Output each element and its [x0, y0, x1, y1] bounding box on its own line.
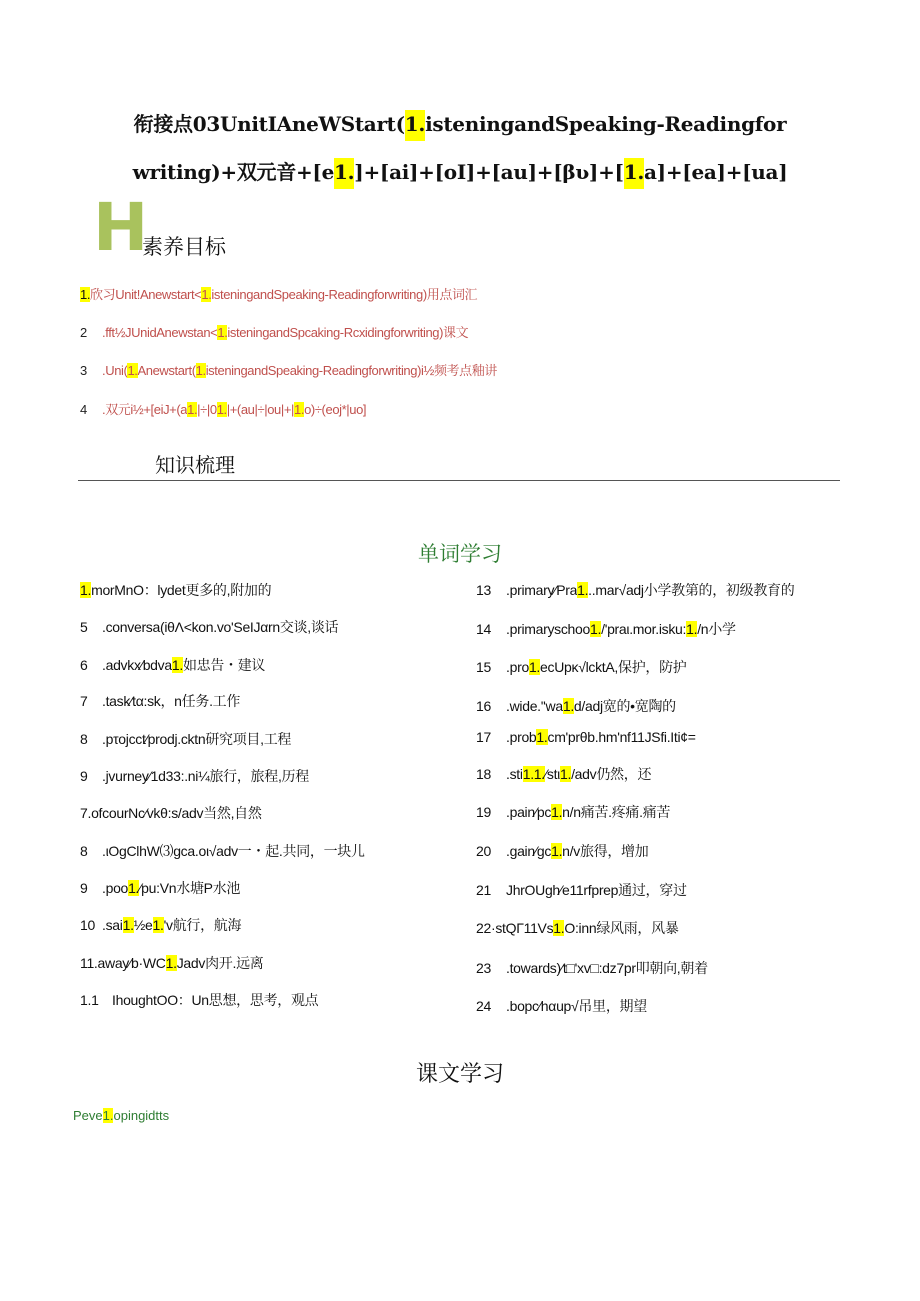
highlight-mark: 1.	[553, 920, 565, 936]
vocab-text: ⁄stι	[544, 766, 560, 782]
vocab-text: n/n痛苦.疼痛.痛苦	[562, 804, 671, 820]
vocab-item	[476, 580, 794, 600]
highlight-mark: 1.	[201, 287, 212, 302]
goal-item	[80, 360, 497, 379]
vocab-text: .task⁄tα:sk，n任务.工作	[102, 693, 241, 709]
vocab-item	[476, 918, 679, 938]
vocab-number: 9	[80, 880, 88, 896]
vocab-text: .conversa(iθΛ<kon.vo'SeIJαrn交谈,谈话	[102, 619, 339, 635]
goal-text: isteningandSpeaking-Readingforwriting)i½频考点釉讲	[205, 363, 497, 378]
vocab-number: 19	[476, 804, 491, 820]
vocab-number: 13	[476, 582, 491, 598]
vocab-text: .wide.''wa	[506, 698, 563, 714]
vocab-text: 如忠告・建议	[182, 657, 266, 673]
highlight-mark: 1.	[195, 363, 206, 378]
vocab-text: 22·stQΓ11Vs	[476, 920, 554, 936]
vocab-number: 18	[476, 766, 491, 782]
document-title-line-1	[80, 108, 840, 141]
highlight-mark: 1.	[562, 698, 574, 714]
vocab-text: .bopc⁄hαup√吊里，期望	[506, 998, 647, 1014]
vocab-number: 6	[80, 657, 88, 673]
highlight-mark: 1.	[590, 621, 602, 637]
vocab-text: .primary⁄Pra	[506, 582, 578, 598]
vocab-item	[476, 764, 651, 784]
vocab-item	[476, 802, 670, 822]
vocab-item	[80, 841, 365, 861]
title-text: 衔接点03UnitIAneWStart(	[133, 112, 405, 136]
vocab-item	[80, 915, 241, 935]
highlight-mark: 1.	[294, 402, 305, 417]
vocab-item	[476, 996, 647, 1016]
title-text: writing)+双元音+[e	[132, 160, 334, 184]
vocab-item	[476, 696, 676, 716]
vocab-text: .poo	[102, 880, 129, 896]
highlight-mark: 1.	[560, 766, 572, 782]
vocab-item	[80, 617, 338, 637]
highlight-mark: 1.	[122, 917, 134, 933]
vocab-text: JhrOUgh⁄e11rfprep通过，穿过	[506, 882, 687, 898]
vocab-number: 1.	[80, 582, 92, 598]
vocab-text: .gain⁄gc	[506, 843, 552, 859]
highlight-mark: 1.	[127, 363, 138, 378]
goal-text: .双元i½+[eiJ+(a	[102, 402, 188, 417]
document-title-line-2	[80, 156, 840, 189]
vocab-number: 5	[80, 619, 88, 635]
vocab-text: /adv仍然，还	[571, 766, 652, 782]
vocab-text: /n小学	[697, 621, 736, 637]
goal-number: 1.	[80, 287, 91, 302]
highlight-mark: 1.	[152, 917, 164, 933]
vocab-text: IhoughtOO：Un思想，思考，观点	[112, 992, 319, 1008]
vocab-text: 11.away⁄b·WC	[80, 955, 166, 971]
goal-text: isteningandSpcaking-Rcxidingforwriting)课文	[227, 325, 469, 340]
highlight-mark: 1.	[334, 158, 354, 189]
vocab-text: .prob	[506, 729, 537, 745]
pre-reading-label	[73, 1108, 169, 1123]
vocab-text: ecUpκ√lcktA,保护，防护	[540, 659, 687, 675]
highlight-mark: 1.	[165, 955, 177, 971]
vocab-text: O:inn绿风雨，风暴	[564, 920, 679, 936]
highlight-mark: 1.	[187, 402, 198, 417]
goal-text: |÷|0	[197, 402, 217, 417]
vocab-text: .pain⁄pc	[506, 804, 552, 820]
highlight-mark: 1.	[528, 659, 541, 675]
vocab-text: .primaryschoo	[506, 621, 591, 637]
goal-text: 欣习Unit!Anewstart<	[90, 287, 202, 302]
pre-reading-text: opingidtts	[113, 1108, 170, 1123]
vocab-item	[476, 619, 736, 639]
vocab-number: 14	[476, 621, 491, 637]
vocab-item	[80, 766, 309, 786]
highlight-mark: 1.1.	[522, 766, 545, 782]
section-heading-goals: 素养目标	[142, 235, 226, 259]
goal-item	[80, 399, 366, 418]
vocab-text: ⁄pu:Vn水塘P水池	[139, 880, 241, 896]
highlight-mark: 1.	[217, 325, 228, 340]
vocab-text: 7.ofcourNc⁄vkθ:s/adv当然,自然	[80, 805, 262, 821]
vocab-text: .jvurney⁄1d33:.ni¼旅行，旅程,历程	[102, 768, 309, 784]
goal-text: |+(au|÷|ou|+|	[226, 402, 295, 417]
vocab-item	[476, 841, 648, 861]
vocab-text: .advkx⁄bdva	[102, 657, 172, 673]
goal-item	[80, 322, 468, 341]
vocab-text: .sti	[506, 766, 523, 782]
highlight-mark: 1.	[577, 582, 589, 598]
highlight-mark: 1.	[624, 158, 644, 189]
vocab-text: cm'prθb.hm'nf11JSfi.Iti¢=	[547, 729, 696, 745]
highlight-mark: 1.	[405, 110, 425, 141]
title-text: a]+[ea]+[ua]	[644, 160, 788, 184]
vocab-item	[476, 729, 696, 745]
vocab-number: 8	[80, 731, 88, 747]
divider	[78, 480, 840, 481]
pre-reading-text: Peve	[73, 1108, 103, 1123]
goal-number: 3	[80, 363, 87, 378]
vocab-text: .sai	[102, 917, 123, 933]
vocab-number: 8	[80, 843, 88, 859]
vocab-number: 16	[476, 698, 491, 714]
vocab-item	[476, 880, 687, 900]
vocab-item	[80, 953, 263, 973]
vocab-number: 15	[476, 659, 491, 675]
section-heading-words: 单词学习	[418, 542, 502, 566]
vocab-number: 23	[476, 960, 491, 976]
section-letter-icon: H	[93, 189, 147, 266]
vocab-text: Jadv肉开.远离	[176, 955, 264, 971]
highlight-mark: 1.	[171, 657, 183, 673]
vocab-text: .ιOgClhW⑶gca.oι√adv一・起.共同，一块儿	[102, 843, 365, 859]
vocab-item	[476, 958, 708, 978]
highlight-mark: 1.	[686, 621, 698, 637]
goal-number: 4	[80, 402, 87, 417]
vocab-text: /'praι.mor.isku:	[601, 621, 687, 637]
highlight-mark: 1.	[102, 1108, 114, 1123]
vocab-number: 1.1	[80, 992, 99, 1008]
highlight-mark: 1.	[536, 729, 548, 745]
vocab-number: 7	[80, 693, 88, 709]
vocab-text: .pτojcct⁄prodj.cktn研究项目,工程	[102, 731, 292, 747]
vocab-text: .towards)⁄t□'xv□:dz7pr叩朝向,朝着	[506, 960, 708, 976]
highlight-mark: 1.	[128, 880, 140, 896]
vocab-text: 'v航行，航海	[163, 917, 242, 933]
vocab-item	[476, 657, 687, 677]
vocab-number: 10	[80, 917, 95, 933]
vocab-text: morMnO：lydet更多的,附加的	[91, 582, 272, 598]
vocab-item	[80, 878, 240, 898]
vocab-item	[80, 990, 318, 1010]
title-text: isteningandSpeaking-Readingfor	[425, 112, 787, 136]
goal-text: o)÷(eoj*|uo]	[304, 402, 367, 417]
vocab-item	[80, 655, 265, 675]
goal-number: 2	[80, 325, 87, 340]
goal-text: .fft½JUnidAnewstan<	[102, 325, 218, 340]
highlight-mark: 1.	[551, 804, 563, 820]
goal-text: .Uni(	[102, 363, 128, 378]
title-text: ]+[ai]+[oI]+[au]+[βʋ]+[	[354, 160, 624, 184]
vocab-number: 17	[476, 729, 491, 745]
vocab-text: ..mar√adj小学教第的，初级教育的	[588, 582, 795, 598]
vocab-number: 21	[476, 882, 491, 898]
section-heading-text-study: 课文学习	[415, 1062, 504, 1087]
vocab-number: 9	[80, 768, 88, 784]
goal-item	[80, 284, 477, 303]
vocab-number: 20	[476, 843, 491, 859]
vocab-item	[80, 729, 291, 749]
highlight-mark: 1.	[216, 402, 227, 417]
vocab-item	[80, 580, 271, 600]
vocab-text: d/adj宽的•宽陶的	[573, 698, 676, 714]
vocab-number: 24	[476, 998, 491, 1014]
goal-text: isteningandSpeaking-Readingforwriting)用点词汇	[211, 287, 478, 302]
vocab-item	[80, 803, 262, 823]
highlight-mark: 1.	[551, 843, 563, 859]
section-heading-knowledge: 知识梳理	[155, 453, 235, 477]
vocab-text: .pro	[506, 659, 529, 675]
vocab-text: n/v旅得，增加	[562, 843, 649, 859]
vocab-item	[80, 691, 240, 711]
vocab-text: ½e	[133, 917, 153, 933]
goal-text: Anewstart(	[137, 363, 196, 378]
